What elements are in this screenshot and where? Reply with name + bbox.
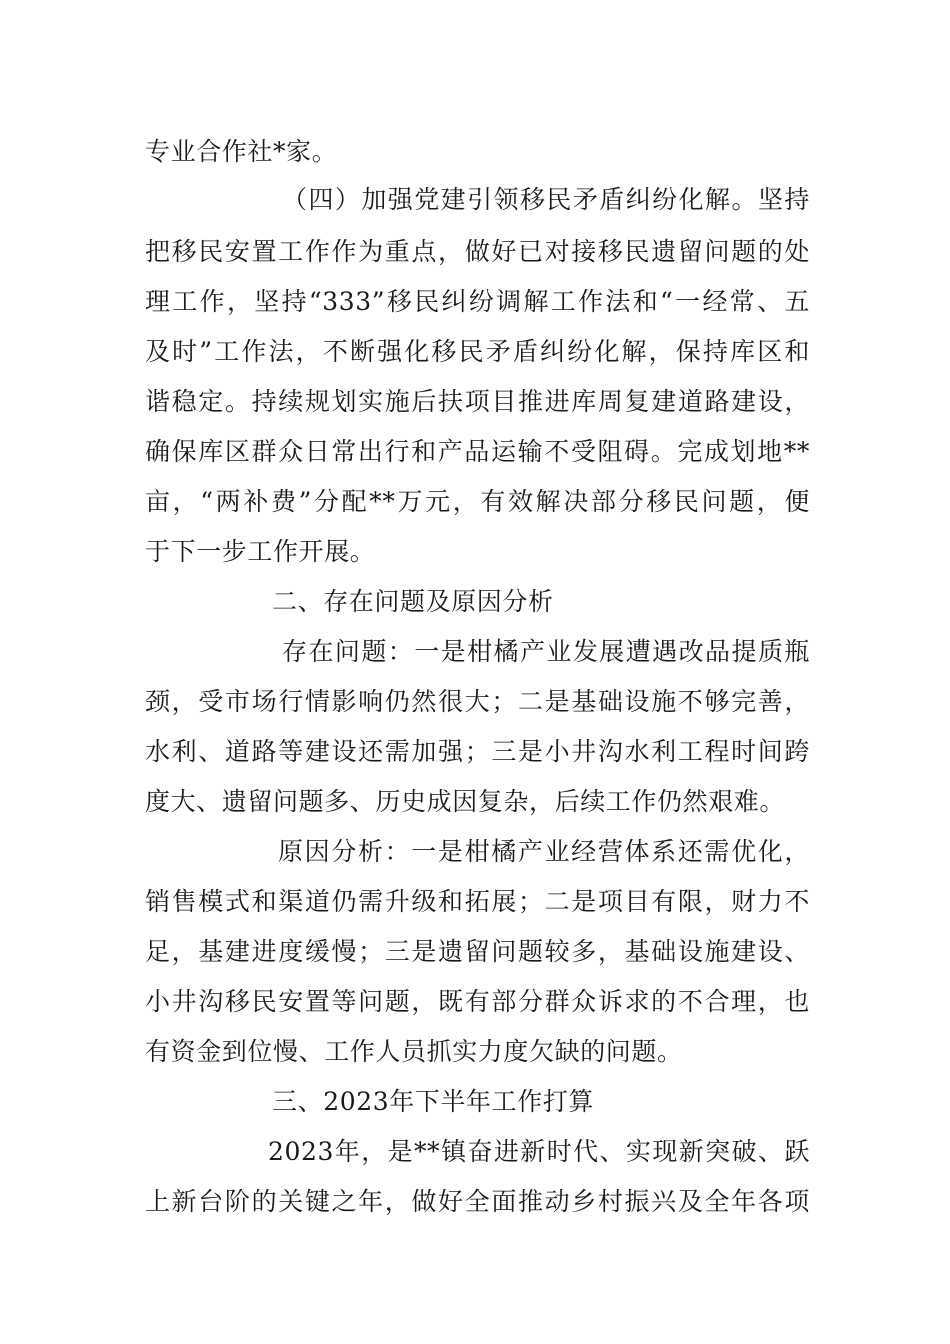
text-line: 小井沟移民安置等问题，既有部分群众诉求的不合理，也 — [145, 987, 810, 1016]
text-line: 上新台阶的关键之年，做好全面推动乡村振兴及全年各项 — [145, 1187, 810, 1216]
section-heading-4: （四）加强党建引领移民矛盾纠纷化解。坚持 — [282, 185, 810, 214]
text-line: 及时”工作法，不断强化移民矛盾纠纷化解，保持库区和 — [145, 337, 810, 366]
text-line: 把移民安置工作作为重点，做好已对接移民遗留问题的处 — [145, 237, 810, 266]
section-heading-2: 二、存在问题及原因分析 — [272, 587, 554, 616]
text-line: 理工作，坚持“333”移民纠纷调解工作法和“一经常、五 — [145, 287, 810, 316]
plan-paragraph-start: 2023年，是**镇奋进新时代、实现新突破、跃 — [268, 1137, 810, 1166]
text-line: 于下一步工作开展。 — [145, 537, 376, 566]
section-heading-3: 三、2023年下半年工作打算 — [272, 1087, 595, 1116]
text-line: 度大、遗留问题多、历史成因复杂，后续工作仍然艰难。 — [145, 787, 786, 816]
text-line: 足，基建进度缓慢；三是遗留问题较多，基础设施建设、 — [145, 937, 810, 966]
text-line: 亩，“两补费”分配**万元，有效解决部分移民问题，便 — [145, 487, 810, 516]
text-line: 有资金到位慢、工作人员抓实力度欠缺的问题。 — [145, 1037, 683, 1066]
text-line: 确保库区群众日常出行和产品运输不受阻碍。完成划地** — [145, 437, 810, 466]
text-line: 销售模式和渠道仍需升级和拓展；二是项目有限，财力不 — [145, 887, 810, 916]
problems-paragraph-start: 存在问题：一是柑橘产业发展遭遇改品提质瓶 — [282, 637, 810, 666]
text-line: 谐稳定。持续规划实施后扶项目推进库周复建道路建设， — [145, 387, 810, 416]
text-line: 水利、道路等建设还需加强；三是小井沟水利工程时间跨 — [145, 737, 810, 766]
causes-paragraph-start: 原因分析：一是柑橘产业经营体系还需优化， — [278, 837, 810, 866]
text-line: 颈，受市场行情影响仍然很大；二是基础设施不够完善， — [145, 687, 810, 716]
text-line: 专业合作社*家。 — [145, 137, 338, 166]
